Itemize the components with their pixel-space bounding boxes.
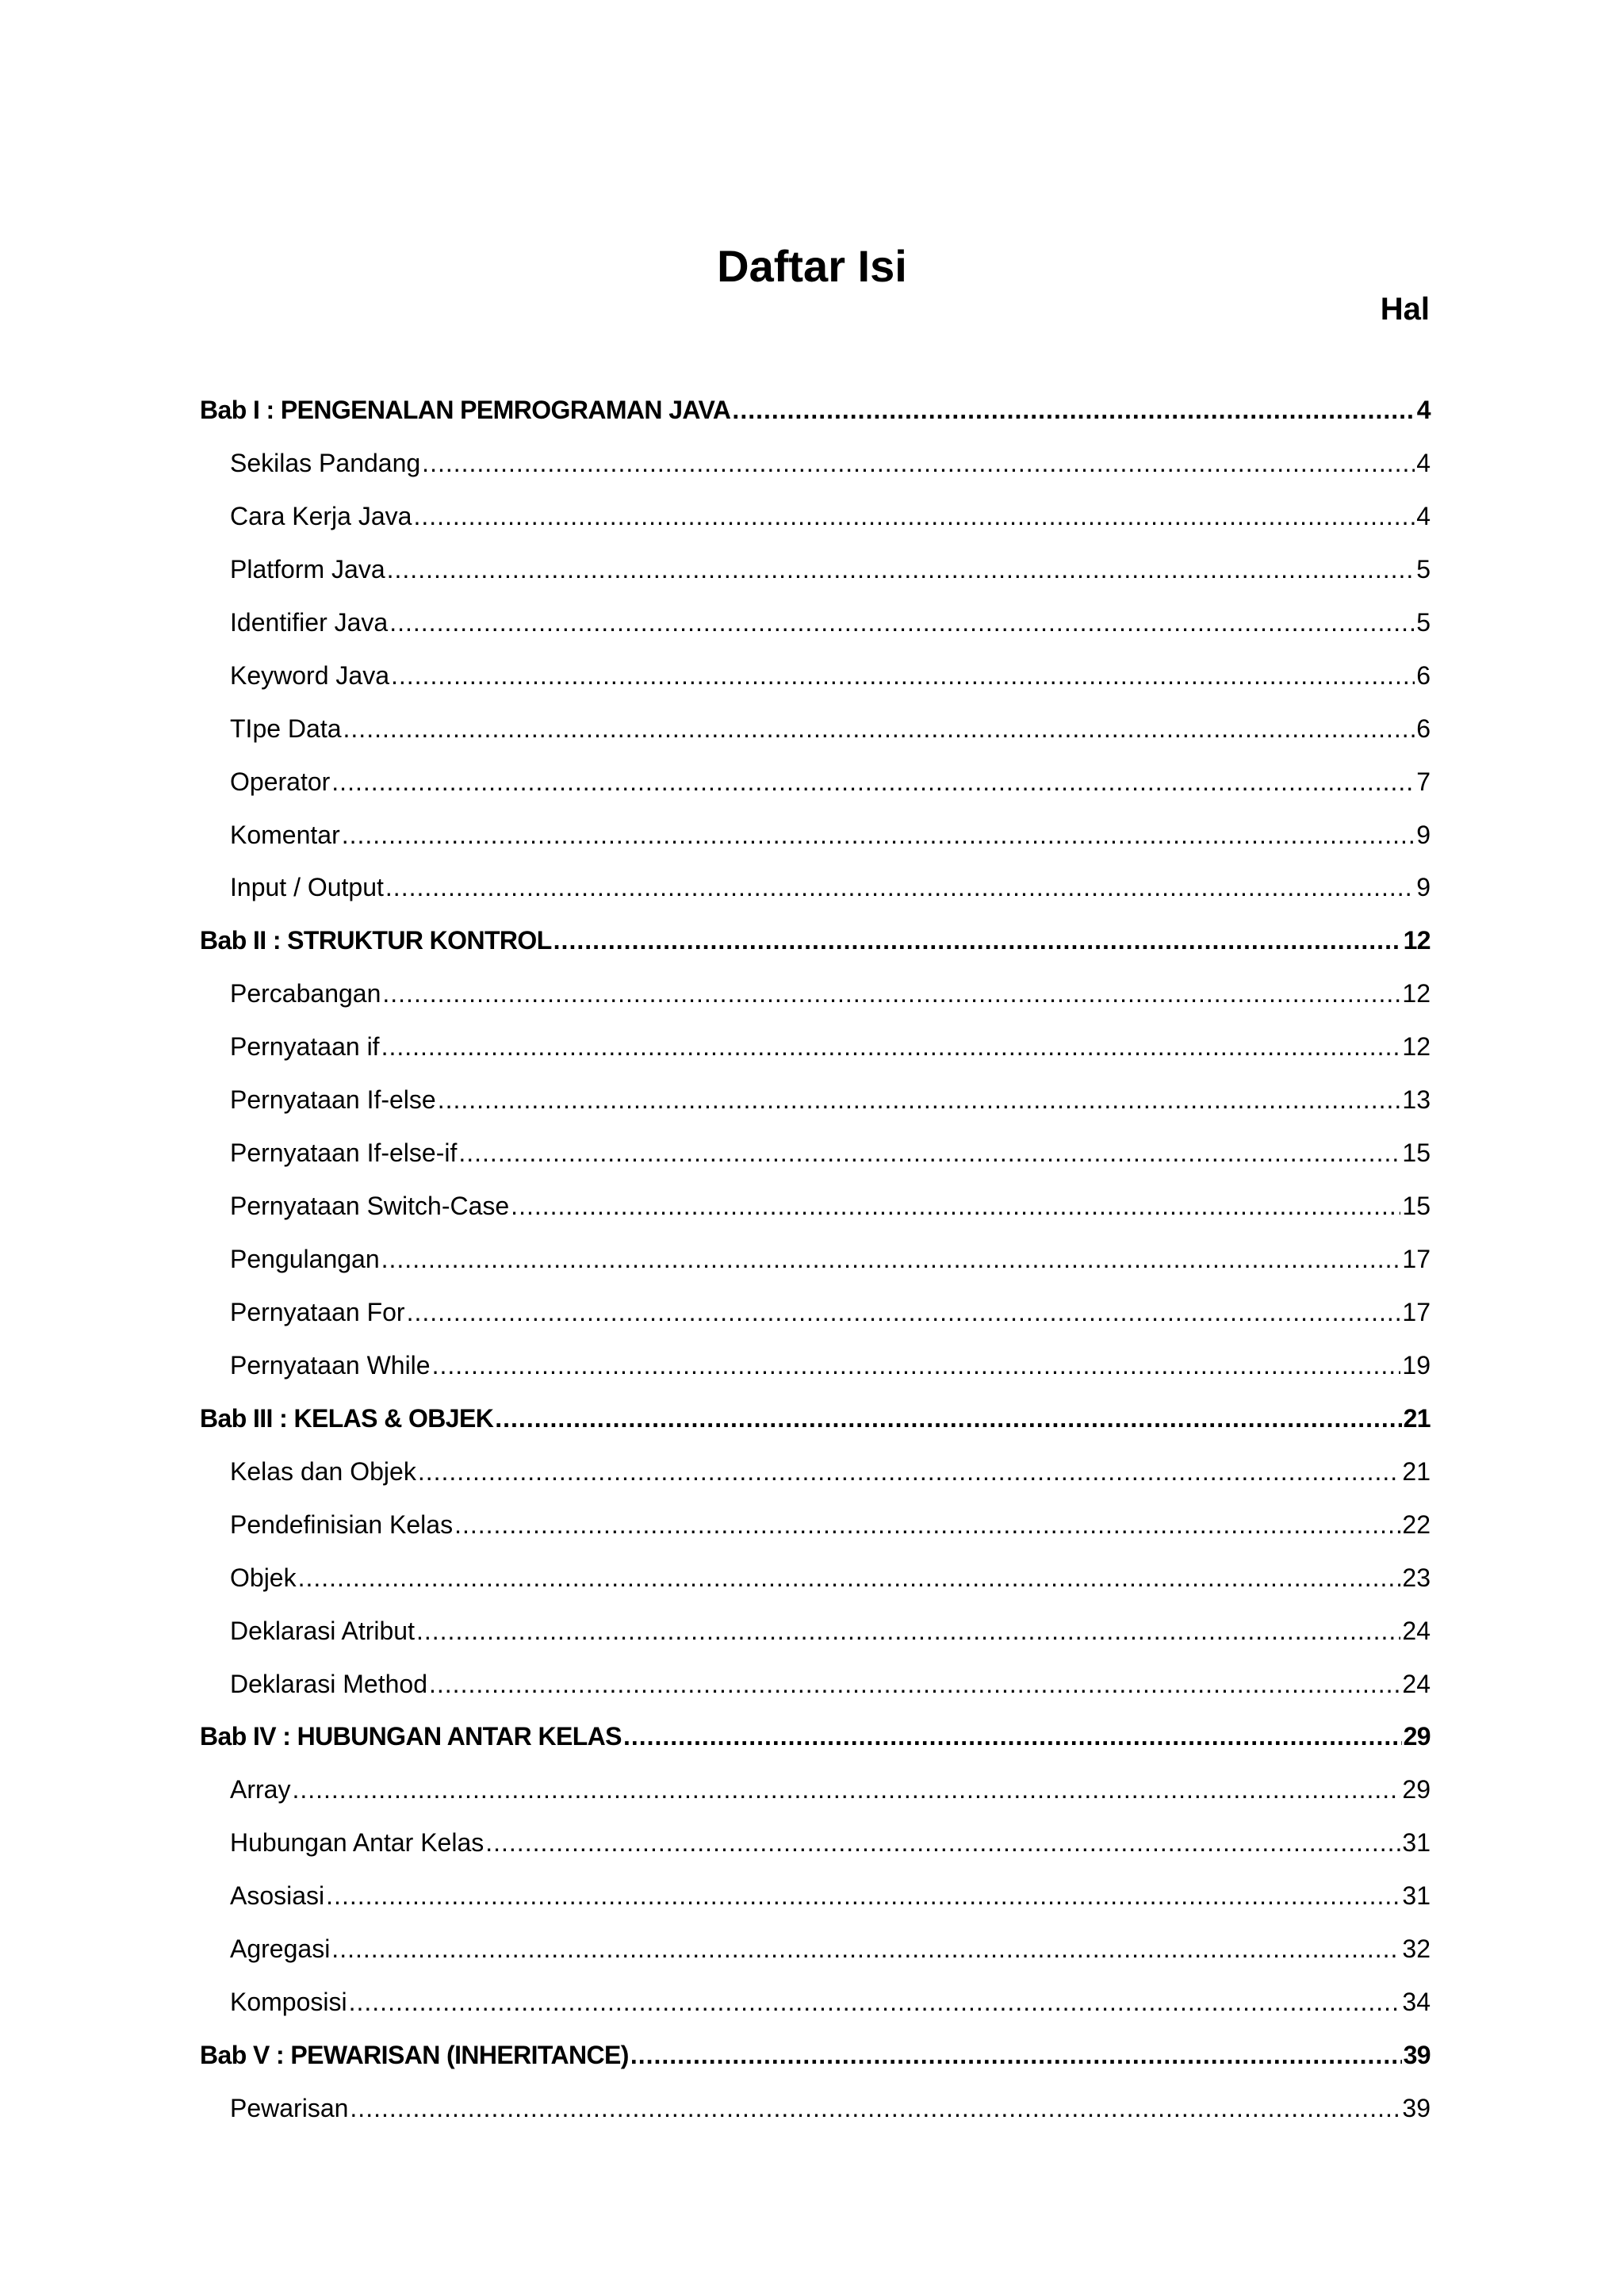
dot-leader: [349, 1976, 1401, 2029]
toc-page-number: 39: [1403, 2041, 1431, 2070]
toc-entry-label: Keyword Java: [230, 660, 389, 690]
toc-entry[interactable]: [200, 861, 1431, 914]
toc-entry-chapter[interactable]: [200, 2029, 1431, 2082]
toc-page-number: 15: [1402, 1138, 1431, 1168]
toc-page-number: 6: [1416, 714, 1431, 743]
dot-leader: [438, 1073, 1401, 1127]
toc-entry-label: Percabangan: [230, 979, 381, 1008]
toc-entry[interactable]: [200, 1020, 1431, 1073]
toc-page-number: 21: [1403, 1403, 1431, 1433]
toc-entry[interactable]: [200, 1763, 1431, 1816]
dot-leader: [732, 384, 1415, 437]
toc-entry-label: Array: [230, 1775, 291, 1804]
dot-leader: [416, 1605, 1400, 1658]
toc-page-number: 5: [1416, 607, 1431, 637]
toc-entry-label: Platform Java: [230, 554, 385, 584]
toc-page-number: 39: [1402, 2094, 1431, 2122]
toc-entry[interactable]: [200, 649, 1431, 702]
dot-leader: [623, 1710, 1402, 1763]
dot-leader: [511, 1180, 1400, 1233]
toc-page-number: 23: [1402, 1563, 1431, 1592]
toc-page-number: 9: [1416, 873, 1431, 902]
toc-entry-label: Bab III : KELAS & OBJEK: [200, 1403, 494, 1433]
dot-leader: [389, 596, 1415, 649]
toc-entry-label: Bab V : PEWARISAN (INHERITANCE): [200, 2041, 629, 2070]
toc-entry[interactable]: [200, 1605, 1431, 1658]
toc-entry-label: Bab IV : HUBUNGAN ANTAR KELAS: [200, 1722, 622, 1751]
toc-entry-chapter[interactable]: [200, 1392, 1431, 1445]
toc-entry-label: Deklarasi Atribut: [230, 1616, 415, 1645]
toc-entry[interactable]: [200, 1233, 1431, 1286]
toc-entry-chapter[interactable]: [200, 384, 1431, 437]
toc-page-number: 24: [1402, 1669, 1431, 1698]
toc-entry[interactable]: [200, 1552, 1431, 1605]
toc-page-number: 19: [1402, 1350, 1431, 1380]
toc-page-number: 13: [1402, 1085, 1431, 1115]
toc-page-number: 29: [1402, 1775, 1431, 1804]
toc-page-number: 22: [1402, 1510, 1431, 1539]
toc-page-number: 12: [1402, 979, 1431, 1008]
dot-leader: [391, 649, 1415, 702]
dot-leader: [298, 1552, 1401, 1605]
page-title: Daftar Isi: [717, 241, 907, 291]
toc-entry[interactable]: [200, 2082, 1431, 2135]
dot-leader: [630, 2029, 1402, 2082]
toc-page-number: 4: [1416, 448, 1431, 477]
toc-page-number: 24: [1402, 1616, 1431, 1645]
dot-leader: [292, 1763, 1400, 1816]
dot-leader: [429, 1658, 1400, 1711]
toc-page-number: 9: [1416, 820, 1431, 849]
toc-page-number: 21: [1402, 1456, 1431, 1486]
toc-entry[interactable]: [200, 543, 1431, 596]
toc-entry[interactable]: [200, 1976, 1431, 2029]
toc-entry-label: Pendefinisian Kelas: [230, 1510, 454, 1539]
toc-page-number: 5: [1416, 554, 1431, 584]
toc-page-number: 7: [1416, 767, 1431, 796]
toc-entry-label: Kelas dan Objek: [230, 1456, 416, 1486]
dot-leader: [553, 914, 1402, 967]
toc-entry-label: Pernyataan If-else-if: [230, 1138, 458, 1168]
toc-entry-label: Pernyataan While: [230, 1350, 431, 1380]
dot-leader: [350, 2082, 1400, 2135]
toc-entry[interactable]: [200, 1127, 1431, 1180]
dot-leader: [458, 1127, 1400, 1180]
dot-leader: [432, 1339, 1401, 1392]
toc-entry[interactable]: [200, 1339, 1431, 1392]
toc-entry-label: Input / Output: [230, 873, 384, 902]
dot-leader: [422, 437, 1415, 490]
toc-entry-label: Pewarisan: [230, 2094, 349, 2122]
toc-entry-label: Asosiasi: [230, 1881, 325, 1911]
toc-page-number: 31: [1402, 1881, 1431, 1911]
toc-page-number: 4: [1416, 396, 1431, 424]
dot-leader: [413, 490, 1415, 543]
toc-entry[interactable]: [200, 1816, 1431, 1869]
toc-entry-label: Pernyataan if: [230, 1032, 380, 1062]
toc-entry[interactable]: [200, 1073, 1431, 1127]
toc-entry[interactable]: [200, 596, 1431, 649]
dot-leader: [342, 809, 1415, 862]
toc-entry-label: Pernyataan For: [230, 1297, 405, 1326]
toc-entry-label: TIpe Data: [230, 714, 342, 743]
dot-leader: [381, 1020, 1401, 1073]
toc-page-number: 31: [1402, 1828, 1431, 1858]
dot-leader: [407, 1286, 1401, 1339]
toc-entry-chapter[interactable]: [200, 1710, 1431, 1763]
toc-entry[interactable]: [200, 967, 1431, 1020]
dot-leader: [343, 702, 1415, 756]
toc-entry-label: Deklarasi Method: [230, 1669, 427, 1698]
toc-page-number: 32: [1402, 1934, 1431, 1964]
toc-page-number: 12: [1402, 1032, 1431, 1062]
dot-leader: [381, 1233, 1401, 1286]
toc-page-number: 29: [1403, 1722, 1431, 1751]
toc-entry-label: Pernyataan Switch-Case: [230, 1192, 510, 1221]
toc-entry[interactable]: [200, 1869, 1431, 1923]
toc-entry[interactable]: [200, 702, 1431, 756]
toc-entry[interactable]: [200, 1923, 1431, 1976]
dot-leader: [382, 967, 1400, 1020]
toc-page-number: 17: [1402, 1297, 1431, 1326]
toc-entry-label: Hubungan Antar Kelas: [230, 1828, 485, 1858]
toc-entry[interactable]: [200, 1658, 1431, 1711]
toc-entry-label: Pengulangan: [230, 1245, 380, 1273]
toc-entry-label: Pernyataan If-else: [230, 1085, 436, 1115]
dot-leader: [418, 1445, 1401, 1498]
dot-leader: [385, 861, 1415, 914]
toc-page-number: 12: [1403, 926, 1431, 955]
toc-entry[interactable]: [200, 1286, 1431, 1339]
toc-entry[interactable]: [200, 1180, 1431, 1233]
toc-entry-label: Cara Kerja Java: [230, 501, 412, 530]
dot-leader: [495, 1392, 1401, 1445]
toc-entry-label: Objek: [230, 1563, 297, 1592]
toc-entry-label: Identifier Java: [230, 607, 389, 637]
dot-leader: [485, 1816, 1400, 1869]
toc-entry-chapter[interactable]: [200, 914, 1431, 967]
toc-entry-label: Operator: [230, 767, 331, 796]
toc-entry-label: Bab I : PENGENALAN PEMROGRAMAN JAVA: [200, 396, 731, 424]
toc-entry[interactable]: [200, 809, 1431, 862]
toc-entry[interactable]: [200, 756, 1431, 809]
toc-entry[interactable]: [200, 490, 1431, 543]
toc-page-number: 17: [1402, 1245, 1431, 1273]
toc-entry-label: Agregasi: [230, 1934, 331, 1964]
toc-page-number: 4: [1416, 501, 1431, 530]
toc-page-number: 34: [1402, 1988, 1431, 2017]
toc-entry-label: Komposisi: [230, 1988, 347, 2017]
toc-entry-label: Sekilas Pandang: [230, 448, 421, 477]
toc-entry[interactable]: [200, 1445, 1431, 1498]
table-of-contents: [200, 384, 1431, 2135]
toc-entry[interactable]: [200, 437, 1431, 490]
dot-leader: [331, 756, 1415, 809]
dot-leader: [387, 543, 1415, 596]
toc-entry-label: Komentar: [230, 820, 340, 849]
toc-page-number: 15: [1402, 1192, 1431, 1221]
toc-entry[interactable]: [200, 1498, 1431, 1552]
dot-leader: [331, 1923, 1400, 1976]
dot-leader: [454, 1498, 1400, 1552]
page-column-header: Hal: [1380, 292, 1430, 327]
toc-entry-label: Bab II : STRUKTUR KONTROL: [200, 926, 552, 955]
dot-leader: [326, 1869, 1400, 1923]
toc-page-number: 6: [1416, 660, 1431, 690]
